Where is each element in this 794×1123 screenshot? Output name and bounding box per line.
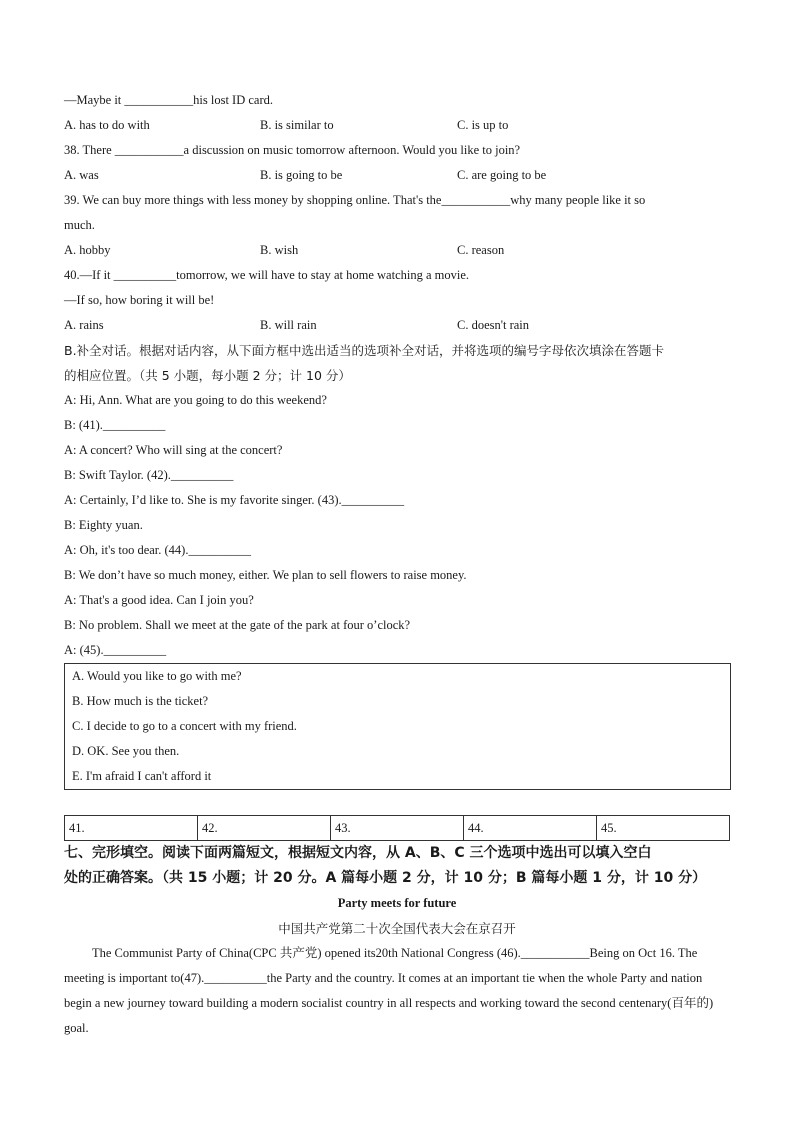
dialogue-line: A: Certainly, I’d like to. She is my favorite singer. (43).__________ [64,493,405,507]
dialogue-line: A: That's a good idea. Can I join you? [64,593,254,607]
choices-box [64,663,731,790]
article-title: Party meets for future [337,896,457,910]
choice-item: D. OK. See you then. [72,744,180,758]
section-7-heading-cont: 处的正确答案。（共 15 小题；计 20 分。A 篇每小题 2 分，计 10 分；B 篇每小题 1 分，计 10 分） [64,870,707,886]
answer-cell-43[interactable]: 43. [331,816,464,841]
dialogue-line: B: (41).__________ [64,418,166,432]
section-b-instructions-cont: 的相应位置。（共 5 小题，每小题 2 分；计 10 分） [64,368,351,383]
q40-option-a: A. rains [64,318,104,332]
choice-item: A. Would you like to go with me? [72,669,242,683]
answer-cell-45[interactable]: 45. [597,816,730,841]
q40-options [64,313,730,338]
q37-option-b: B. is similar to [260,118,334,132]
exam-page [64,88,730,1041]
dialogue-line: A: (45).__________ [64,643,167,657]
q38-option-b: B. is going to be [260,168,343,182]
section-7-heading: 七、完形填空。阅读下面两篇短文，根据短文内容，从 A、B、C 三个选项中选出可以填入空白 [64,845,652,861]
q39-option-a: A. hobby [64,243,111,257]
answer-cell-42[interactable]: 42. [198,816,331,841]
choice-item: E. I'm afraid I can't afford it [72,769,212,783]
q37-option-c: C. is up to [457,118,509,132]
q39-options [64,238,730,263]
q38-option-a: A. was [64,168,99,182]
answer-cell-44[interactable]: 44. [464,816,597,841]
q37-option-a: A. has to do with [64,118,150,132]
q38-stem: 38. There ___________a discussion on music tomorrow afternoon. Would you like to join? [64,143,521,157]
q40-option-b: B. will rain [260,318,317,332]
dialogue-line: B: We don’t have so much money, either. We plan to sell flowers to raise money. [64,568,467,582]
q38-options [64,163,730,188]
q39-option-b: B. wish [260,243,299,257]
q37-options [64,113,730,138]
dialogue [64,388,730,663]
dialogue-line: B: Eighty yuan. [64,518,143,532]
q39-stem-cont: much. [64,218,95,232]
q39-stem: 39. We can buy more things with less money by shopping online. That's the___________why many people like it so [64,193,646,207]
q40-option-c: C. doesn't rain [457,318,530,332]
q40-stem: 40.—If it __________tomorrow, we will have to stay at home watching a movie. [64,268,470,282]
dialogue-line: A: A concert? Who will sing at the concert? [64,443,283,457]
choice-item: C. I decide to go to a concert with my friend. [72,719,297,733]
q40-stem-cont: —If so, how boring it will be! [64,293,215,307]
article-subtitle: 中国共产党第二十次全国代表大会在京召开 [278,921,516,936]
dialogue-line: B: No problem. Shall we meet at the gate of the park at four o’clock? [64,618,411,632]
answer-table [64,815,730,841]
q38-option-c: C. are going to be [457,168,547,182]
dialogue-line: A: Hi, Ann. What are you going to do this weekend? [64,393,327,407]
choice-item: B. How much is the ticket? [72,694,209,708]
q37-stem: —Maybe it ___________his lost ID card. [64,93,274,107]
section-b-instructions: B.补全对话。根据对话内容，从下面方框中选出适当的选项补全对话，并将选项的编号字母依次填涂在答题卡 [64,343,665,358]
article-paragraph: The Communist Party of China(CPC 共产党) opened its20th National Congress (46).___________Being on Oct 16. The meeting is important to(47).__________the Party and the country. It comes at an important tie when the whole Party and nation begin a new journey toward building a modern socialist country in all respects and working toward the second centenary(百年的) goal. [64,946,714,1035]
q39-option-c: C. reason [457,243,505,257]
dialogue-line: B: Swift Taylor. (42).__________ [64,468,234,482]
dialogue-line: A: Oh, it's too dear. (44).__________ [64,543,251,557]
answer-cell-41[interactable]: 41. [65,816,198,841]
